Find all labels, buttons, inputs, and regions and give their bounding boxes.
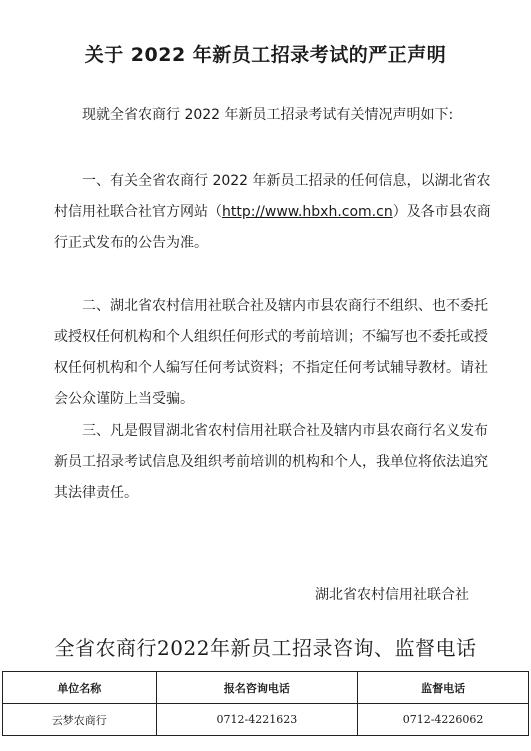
- header-unit-name: 单位名称: [3, 672, 157, 704]
- cell-registration-phone: 0712-4221623: [156, 704, 358, 736]
- cell-unit-name: 云梦农商行: [3, 704, 157, 736]
- intro-paragraph: 现就全省农商行 2022 年新员工招录考试有关情况声明如下:: [82, 107, 454, 123]
- cell-supervision-phone: 0712-4226062: [358, 704, 529, 736]
- table-row: [3, 704, 529, 736]
- paragraph-1-before: 一、有关全省农商行 2022 年新员工招录的任何信息，以湖北省农村信用社联合社官方网站（: [54, 173, 491, 220]
- paragraph-1-after: ）及各市县农商行正式发布的公告为准。: [54, 204, 491, 251]
- contact-table-title: 全省农商行2022年新员工招录咨询、监督电话: [54, 636, 477, 660]
- official-website-link[interactable]: http://www.hbxh.com.cn: [222, 204, 393, 220]
- paragraph-3: 三、凡是假冒湖北省农村信用社联合社及辖内市县农商行名义发布新员工招录考试信息及组织考前培训的机构和个人，我单位将依法追究其法律责任。: [54, 423, 488, 501]
- page-title: 关于 2022 年新员工招录考试的严正声明: [84, 44, 447, 66]
- signature: 湖北省农村信用社联合社: [315, 587, 469, 603]
- paragraph-1: [54, 166, 494, 259]
- contact-table: [2, 671, 529, 736]
- header-registration-phone: 报名咨询电话: [156, 672, 358, 704]
- paragraph-2: 二、湖北省农村信用社联合社及辖内市县农商行不组织、也不委托或授权任何机构和个人组织任何形式的考前培训；不编写也不委托或授权任何机构和个人编写任何考试资料；不指定任何考试辅导教材。请社会公众谨防上当受骗。: [54, 298, 488, 407]
- table-header-row: [3, 672, 529, 704]
- header-supervision-phone: 监督电话: [358, 672, 529, 704]
